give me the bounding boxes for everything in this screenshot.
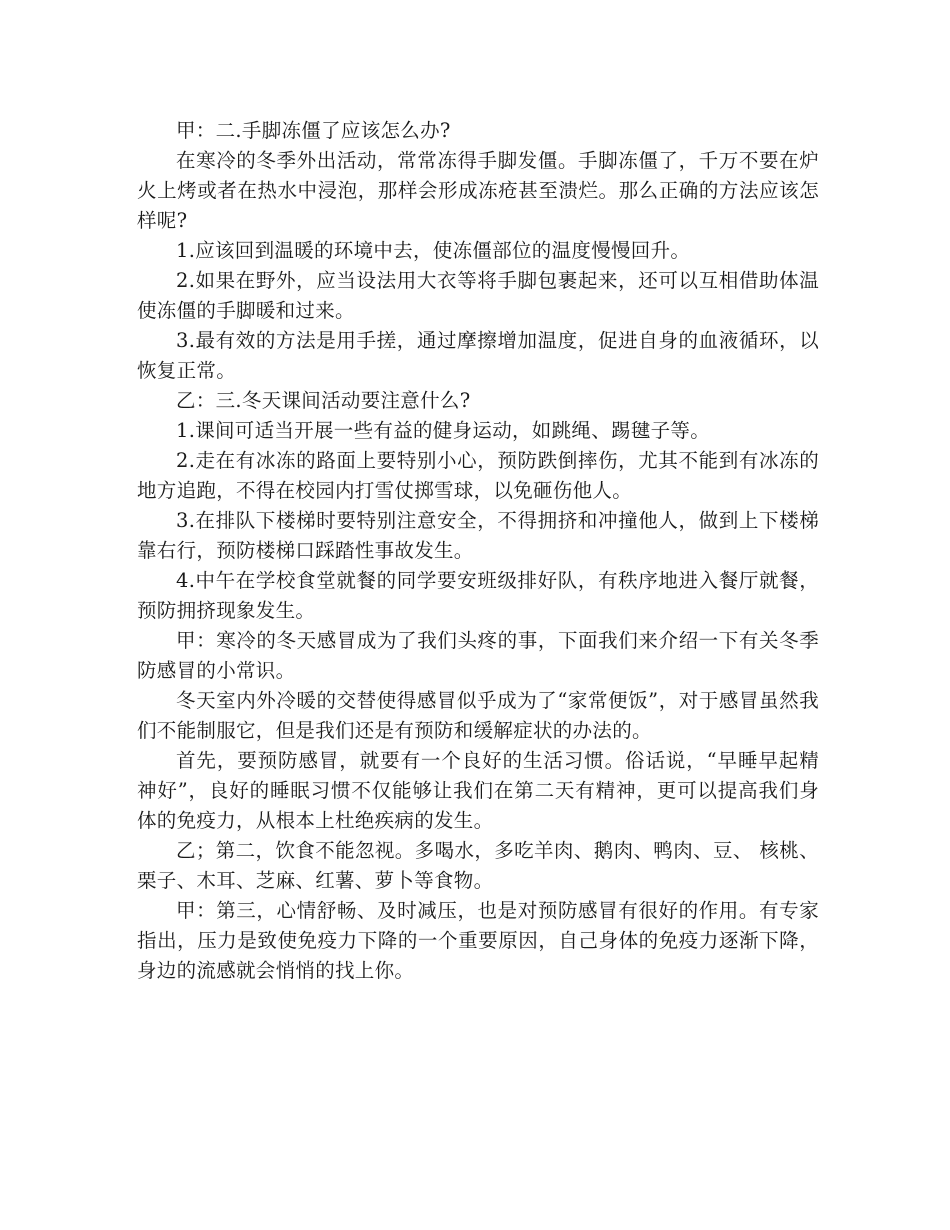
paragraph: 甲：第三，心情舒畅、及时减压，也是对预防感冒有很好的作用。有专家指出，压力是致使免疫力下降的一个重要原因，自己身体的免疫力逐渐下降，身边的流感就会悄悄的找上你。 (137, 899, 819, 982)
section-heading-frozen-limbs: 甲：二.手脚冻僵了应该怎么办? (176, 119, 451, 142)
document-body (137, 116, 819, 986)
list-item: 4.中午在学校食堂就餐的同学要安班级排好队，有秩序地进入餐厅就餐，预防拥挤现象发生。 (137, 569, 819, 622)
section-heading-recess-activities: 乙：三.冬天课间活动要注意什么? (176, 389, 471, 412)
paragraph: 在寒冷的冬季外出活动，常常冻得手脚发僵。手脚冻僵了，千万不要在炉火上烤或者在热水中浸泡，那样会形成冻疮甚至溃烂。那么正确的方法应该怎样呢? (137, 149, 819, 232)
paragraph: 冬天室内外冷暖的交替使得感冒似乎成为了“家常便饭”，对于感冒虽然我们不能制服它，但是我们还是有预防和缓解症状的办法的。 (137, 689, 819, 742)
list-item: 1.应该回到温暖的环境中去，使冻僵部位的温度慢慢回升。 (176, 239, 691, 262)
list-item: 3.最有效的方法是用手搓，通过摩擦增加温度，促进自身的血液循环，以恢复正常。 (137, 329, 819, 382)
list-item: 2.如果在野外，应当设法用大衣等将手脚包裹起来，还可以互相借助体温使冻僵的手脚暖和过来。 (137, 269, 819, 322)
list-item: 1.课间可适当开展一些有益的健身运动，如跳绳、踢毽子等。 (176, 419, 711, 442)
list-item: 3.在排队下楼梯时要特别注意安全，不得拥挤和冲撞他人，做到上下楼梯靠右行，预防楼梯口踩踏性事故发生。 (137, 509, 819, 562)
paragraph: 甲：寒冷的冬天感冒成为了我们头疼的事，下面我们来介绍一下有关冬季防感冒的小常识。 (137, 629, 819, 682)
paragraph: 乙；第二，饮食不能忽视。多喝水，多吃羊肉、鹅肉、鸭肉、豆、 核桃、栗子、木耳、芝麻、红薯、萝卜等食物。 (137, 839, 819, 892)
list-item: 2.走在有冰冻的路面上要特别小心，预防跌倒摔伤，尤其不能到有冰冻的地方追跑，不得在校园内打雪仗掷雪球，以免砸伤他人。 (137, 449, 819, 502)
paragraph: 首先，要预防感冒，就要有一个良好的生活习惯。俗话说，“早睡早起精神好”，良好的睡眠习惯不仅能够让我们在第二天有精神，更可以提高我们身体的免疫力，从根本上杜绝疾病的发生。 (137, 749, 819, 832)
